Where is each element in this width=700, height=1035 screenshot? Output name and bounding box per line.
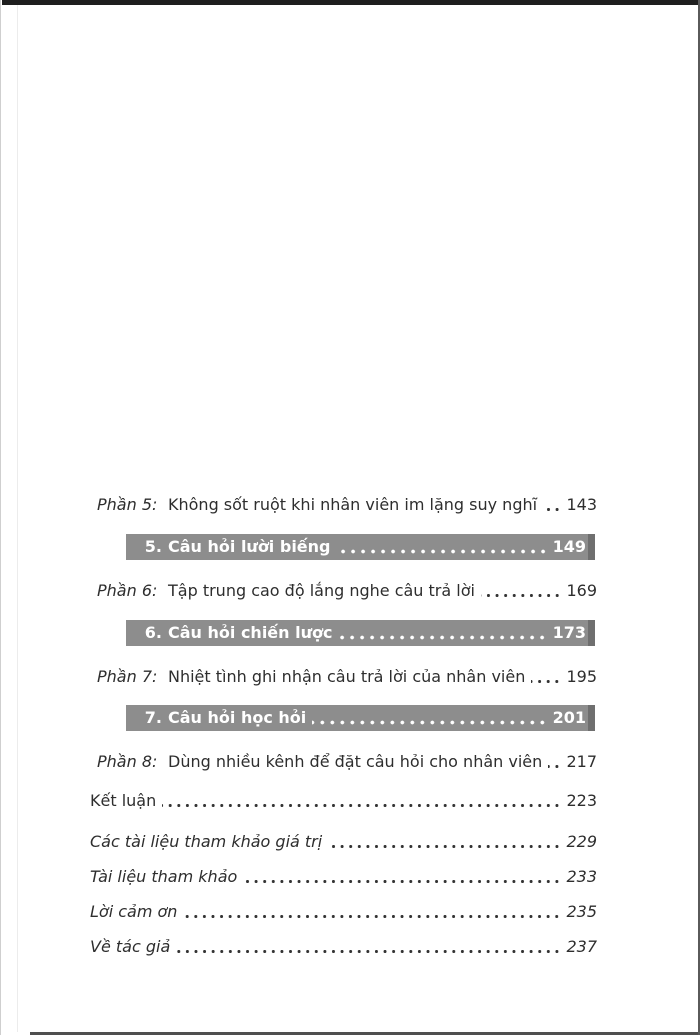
table-of-contents (0, 494, 700, 958)
page-number: 173 (552, 623, 586, 642)
dot-leader (328, 844, 561, 849)
page-number: 169 (566, 581, 597, 600)
entry-title: Nhiệt tình ghi nhận câu trả lời của nhân viên (168, 667, 526, 686)
dot-leader (312, 720, 547, 725)
page-number: 237 (566, 937, 597, 956)
chapter-number: 6. (144, 623, 162, 642)
scan-top-edge (2, 0, 700, 5)
page-number: 223 (566, 791, 597, 810)
dot-leader (531, 679, 561, 684)
part-label: Phần 5: (97, 495, 158, 514)
page-number: 195 (566, 667, 597, 686)
part-label: Phần 8: (97, 752, 158, 771)
page-number: 229 (566, 832, 597, 851)
entry-title: Tập trung cao độ lắng nghe câu trả lời (168, 581, 475, 600)
dot-leader (337, 549, 548, 554)
part-label: Phần 7: (97, 667, 158, 686)
chapter-title: Câu hỏi chiến lược (168, 623, 333, 642)
toc-entry-acknowledgements (90, 901, 597, 923)
toc-entry-conclusion (90, 790, 597, 812)
entry-title: Các tài liệu tham khảo giá trị (90, 832, 323, 851)
page-number: 143 (566, 495, 597, 514)
toc-entry-about-author (90, 936, 597, 958)
entry-title: Không sốt ruột khi nhân viên im lặng suy nghĩ (168, 495, 538, 514)
toc-chapter-bar-5 (126, 534, 595, 560)
dot-leader (162, 803, 561, 808)
page-number: 149 (552, 537, 586, 556)
toc-chapter-bar-7 (126, 705, 595, 731)
page-number: 217 (566, 752, 597, 771)
entry-title: Về tác giả (90, 937, 171, 956)
toc-chapter-bar-6 (126, 620, 595, 646)
entry-title: Kết luận (90, 791, 157, 810)
part-label: Phần 6: (97, 581, 158, 600)
dot-leader (548, 764, 561, 769)
chapter-title: Câu hỏi học hỏi (168, 708, 307, 727)
dot-leader (338, 635, 547, 640)
chapter-title: Câu hỏi lười biếng (168, 537, 331, 556)
entry-title: Tài liệu tham khảo (90, 867, 238, 886)
chapter-number: 5. (144, 537, 162, 556)
entry-title: Dùng nhiều kênh để đặt câu hỏi cho nhân viên (168, 752, 543, 771)
toc-entry-part-5 (97, 494, 597, 516)
toc-entry-part-6 (97, 580, 597, 602)
page-number: 235 (566, 902, 597, 921)
dot-leader (183, 914, 561, 919)
page-number: 201 (552, 708, 586, 727)
dot-leader (243, 879, 561, 884)
page-number: 233 (566, 867, 597, 886)
entry-title: Lời cảm ơn (90, 902, 178, 921)
chapter-number: 7. (144, 708, 162, 727)
toc-entry-valuable-references (90, 831, 597, 853)
dot-leader (176, 949, 561, 954)
dot-leader (481, 593, 562, 598)
toc-entry-part-8 (97, 751, 597, 773)
dot-leader (543, 507, 561, 512)
toc-entry-part-7 (97, 666, 597, 688)
toc-entry-references (90, 866, 597, 888)
